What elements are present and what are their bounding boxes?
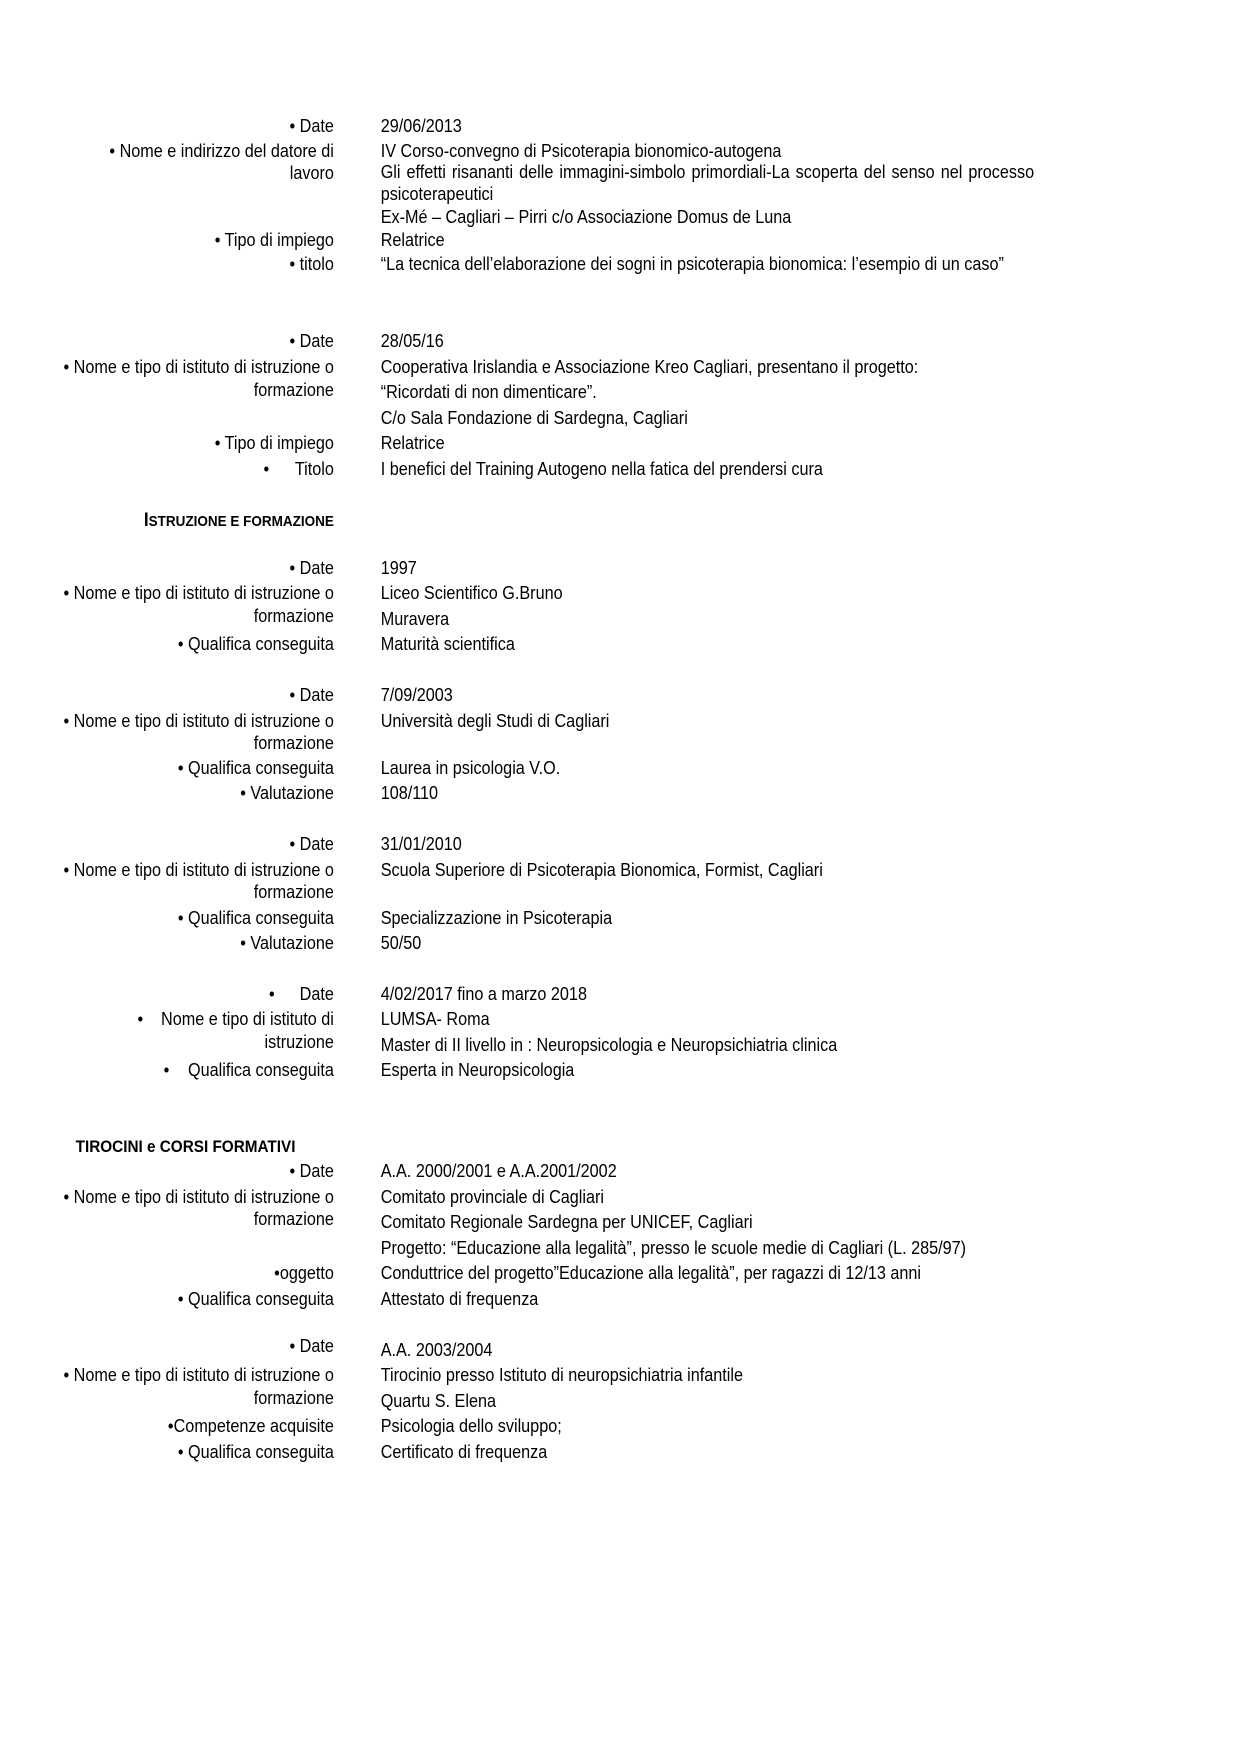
inst-label: • Nome e tipo di istituto di istruzione o <box>63 1187 334 1207</box>
title-value: I benefici del Training Autogeno nella fatica del prendersi cura <box>380 459 823 479</box>
inst-value-2: Master di II livello in : Neuropsicologia e Neuropsichiatria clinica <box>380 1035 838 1055</box>
date-value: A.A. 2003/2004 <box>380 1340 493 1360</box>
inst-value-3: C/o Sala Fondazione di Sardegna, Cagliari <box>380 408 688 428</box>
eval-label: • Valutazione <box>240 783 334 803</box>
employer-label-cont: lavoro <box>289 163 334 183</box>
inst-value-2: Comitato Regionale Sardegna per UNICEF, Cagliari <box>380 1212 753 1232</box>
qual-label: • Qualifica conseguita <box>177 758 334 778</box>
type-label: • Tipo di impiego <box>214 230 334 250</box>
date-label: • Date <box>289 685 334 705</box>
qual-value: Maturità scientifica <box>380 634 515 654</box>
qual-label: • Qualifica conseguita <box>177 1289 334 1309</box>
inst-value: Scuola Superiore di Psicoterapia Bionomica, Formist, Cagliari <box>380 860 823 880</box>
inst-label: • Nome e tipo di istituto di istruzione o <box>63 583 334 603</box>
inst-value: Liceo Scientifico G.Bruno <box>380 583 563 603</box>
date-value: A.A. 2000/2001 e A.A.2001/2002 <box>380 1161 617 1181</box>
education-heading-initial: I <box>143 510 149 531</box>
internship-heading-text: TIROCINI e CORSI FORMATIVI <box>75 1137 296 1156</box>
inst-value-2: Muravera <box>380 609 450 629</box>
comp-label: •Competenze acquisite <box>167 1416 334 1436</box>
inst-label: Nome e tipo di istituto di <box>161 1009 334 1029</box>
eval-value: 108/110 <box>380 783 439 803</box>
eval-value: 50/50 <box>380 933 422 953</box>
education-heading-text: STRUZIONE E FORMAZIONE <box>148 513 334 530</box>
qual-value: Laurea in psicologia V.O. <box>380 758 561 778</box>
comp-value: Psicologia dello sviluppo; <box>380 1416 562 1436</box>
inst-label: • Nome e tipo di istituto di istruzione o <box>63 860 334 880</box>
type-value: Relatrice <box>380 230 445 250</box>
title-value: “La tecnica dell’elaborazione dei sogni in psicoterapia bionomica: l’esempio di un caso” <box>380 254 1004 274</box>
inst-label: • Nome e tipo di istituto di istruzione o <box>63 711 334 731</box>
inst-label-cont: formazione <box>253 733 334 753</box>
qual-value: Attestato di frequenza <box>380 1289 539 1309</box>
qual-label: Qualifica conseguita <box>188 1060 334 1080</box>
type-value: Relatrice <box>380 433 445 453</box>
qual-value: Specializzazione in Psicoterapia <box>380 908 613 928</box>
obj-value: Conduttrice del progetto”Educazione alla legalità”, per ragazzi di 12/13 anni <box>380 1263 922 1283</box>
inst-value: Tirocinio presso Istituto di neuropsichiatria infantile <box>380 1365 743 1385</box>
inst-label: • Nome e tipo di istituto di istruzione o <box>63 357 334 377</box>
title-label: • titolo <box>289 254 334 274</box>
inst-label-cont: formazione <box>253 606 334 626</box>
qual-value: Esperta in Neuropsicologia <box>380 1060 575 1080</box>
inst-value-2: “Ricordati di non dimenticare”. <box>380 382 597 402</box>
employer-value-2: Gli effetti risananti delle immagini-simbolo primordiali-La scoperta del senso nel processo psicoterapeutici <box>380 162 1035 204</box>
date-value: 28/05/16 <box>380 331 444 351</box>
inst-value: Università degli Studi di Cagliari <box>380 711 610 731</box>
employer-value: IV Corso-convegno di Psicoterapia bionomico-autogena <box>380 141 782 161</box>
inst-label-cont: formazione <box>253 882 334 902</box>
date-label: Date <box>299 984 334 1004</box>
inst-label: • Nome e tipo di istituto di istruzione o <box>63 1365 334 1385</box>
date-label: • Date <box>289 558 334 578</box>
date-label: • Date <box>289 1336 334 1356</box>
bullet: • <box>268 984 275 1004</box>
date-label: • Date <box>289 1161 334 1181</box>
date-value: 1997 <box>380 558 417 578</box>
date-label: • Date <box>289 331 334 351</box>
inst-label-cont: formazione <box>253 380 334 400</box>
qual-label: • Qualifica conseguita <box>177 908 334 928</box>
date-value: 29/06/2013 <box>380 116 462 136</box>
inst-value: LUMSA- Roma <box>380 1009 490 1029</box>
date-value: 31/01/2010 <box>380 834 462 854</box>
bullet: • <box>263 459 270 479</box>
employer-value-3: Ex-Mé – Cagliari – Pirri c/o Associazione Domus de Luna <box>380 207 792 227</box>
date-value: 4/02/2017 fino a marzo 2018 <box>380 984 587 1004</box>
employer-label: • Nome e indirizzo del datore di <box>109 141 334 161</box>
inst-value: Cooperativa Irislandia e Associazione Kreo Cagliari, presentano il progetto: <box>380 357 919 377</box>
inst-label-cont: istruzione <box>264 1032 334 1052</box>
date-value: 7/09/2003 <box>380 685 453 705</box>
inst-label-cont: formazione <box>253 1388 334 1408</box>
bullet: • <box>163 1060 170 1080</box>
qual-label: • Qualifica conseguita <box>177 1442 334 1462</box>
qual-value: Certificato di frequenza <box>380 1442 548 1462</box>
date-label: • Date <box>289 834 334 854</box>
obj-label: •oggetto <box>274 1263 334 1283</box>
inst-label-cont: formazione <box>253 1209 334 1229</box>
date-label: • Date <box>289 116 334 136</box>
inst-value-2: Quartu S. Elena <box>380 1391 496 1411</box>
qual-label: • Qualifica conseguita <box>177 634 334 654</box>
inst-value-3: Progetto: “Educazione alla legalità”, presso le scuole medie di Cagliari (L. 285/97) <box>380 1238 967 1258</box>
bullet: • <box>137 1009 144 1029</box>
eval-label: • Valutazione <box>240 933 334 953</box>
type-label: • Tipo di impiego <box>214 433 334 453</box>
inst-value: Comitato provinciale di Cagliari <box>380 1187 604 1207</box>
title-label: Titolo <box>294 459 334 479</box>
